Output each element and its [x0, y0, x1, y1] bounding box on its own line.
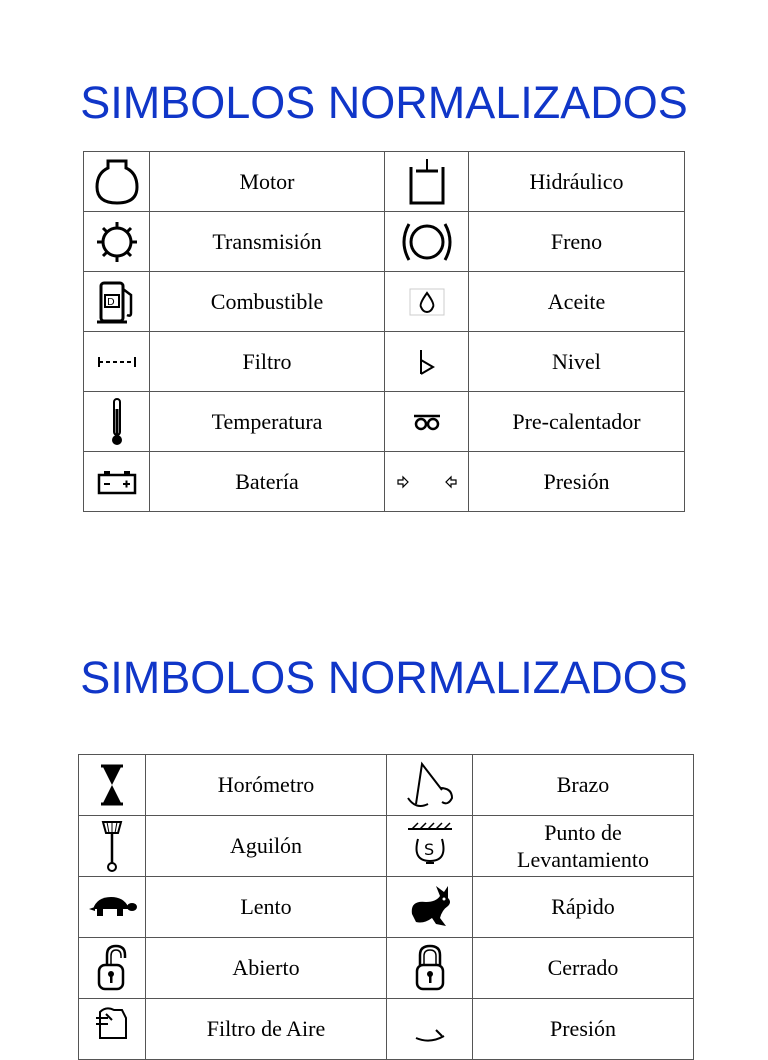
label-presion: Presión	[469, 452, 685, 512]
page-title-bottom: SIMBOLOS NORMALIZADOS	[80, 652, 688, 703]
label-precalentador: Pre-calentador	[469, 392, 685, 452]
label-motor: Motor	[150, 152, 385, 212]
label-punto-line1: Punto de	[544, 819, 622, 845]
table-row	[79, 877, 694, 938]
symbols-table-2	[78, 754, 694, 1060]
table-row	[79, 938, 694, 999]
air-filter-icon	[92, 1004, 132, 1054]
table-row	[84, 152, 685, 212]
lifting-point-icon	[404, 821, 456, 871]
motor-icon	[94, 157, 140, 207]
label-rapido: Rápido	[473, 877, 694, 938]
fuel-pump-icon	[95, 277, 139, 327]
pressure-arrows-icon	[394, 475, 460, 489]
table-row	[84, 332, 685, 392]
padlock-closed-icon	[413, 943, 447, 993]
padlock-open-icon	[95, 943, 129, 993]
label-combustible: Combustible	[150, 272, 385, 332]
label-bateria: Batería	[150, 452, 385, 512]
level-icon	[415, 348, 439, 376]
symbols-table-1	[83, 151, 685, 512]
label-aguilon: Aguilón	[146, 816, 387, 877]
table-row	[79, 755, 694, 816]
label-nivel: Nivel	[469, 332, 685, 392]
turtle-icon	[87, 893, 137, 921]
page-title-top: SIMBOLOS NORMALIZADOS	[80, 77, 688, 128]
label-aceite: Aceite	[469, 272, 685, 332]
label-abierto: Abierto	[146, 938, 387, 999]
partial-icon	[410, 1014, 450, 1044]
label-freno: Freno	[469, 212, 685, 272]
boom-icon	[97, 819, 127, 873]
preheater-coil-icon	[412, 413, 442, 431]
hourglass-icon	[99, 764, 125, 806]
gear-icon	[95, 220, 139, 264]
label-transmision: Transmisión	[150, 212, 385, 272]
label-temperatura: Temperatura	[150, 392, 385, 452]
oil-drop-icon	[409, 288, 445, 316]
label-punto-line2: Levantamiento	[517, 847, 649, 872]
table-row	[84, 212, 685, 272]
label-filtro-aire: Filtro de Aire	[146, 999, 387, 1060]
thermometer-icon	[107, 397, 127, 447]
battery-icon	[96, 467, 138, 497]
rabbit-icon	[406, 884, 454, 930]
label-filtro: Filtro	[150, 332, 385, 392]
table-row	[84, 452, 685, 512]
brake-icon	[399, 220, 455, 264]
label-hidraulico: Hidráulico	[469, 152, 685, 212]
label-cerrado: Cerrado	[473, 938, 694, 999]
svg-text:S: S	[423, 840, 434, 859]
label-lento: Lento	[146, 877, 387, 938]
hydraulic-icon	[406, 157, 448, 207]
table-row	[84, 272, 685, 332]
svg-text:D: D	[106, 296, 115, 308]
label-presion-2: Presión	[473, 999, 694, 1060]
table-row	[79, 816, 694, 877]
table-row	[84, 392, 685, 452]
label-brazo: Brazo	[473, 755, 694, 816]
filter-icon	[97, 355, 137, 369]
table-row	[79, 999, 694, 1060]
label-horometro: Horómetro	[146, 755, 387, 816]
label-punto-levantamiento	[473, 816, 694, 877]
arm-icon	[402, 758, 458, 812]
